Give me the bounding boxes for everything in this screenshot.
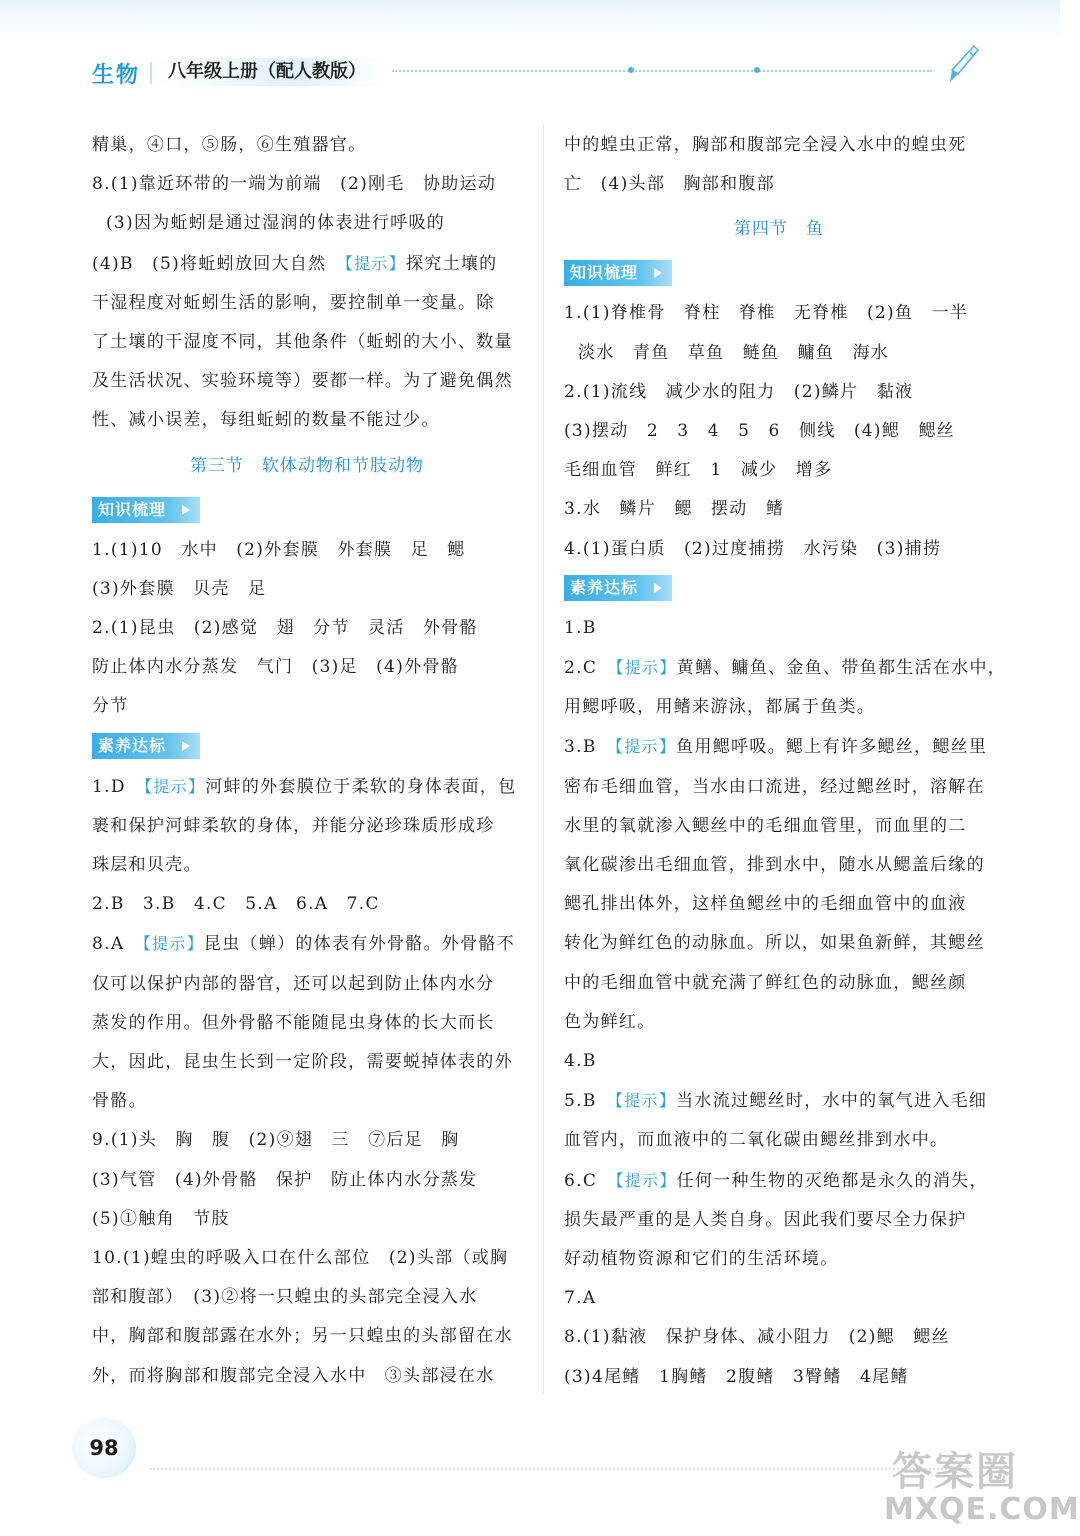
triangle-right-icon (182, 741, 190, 751)
column-divider (543, 124, 544, 1394)
answer-line: 1.(1)10 水中 (2)外套膜 外套膜 足 鳃 (92, 539, 466, 560)
practice-tag (92, 733, 200, 759)
answer-line: 及生活状况、实验环境等）要都一样。为了避免偶然 (92, 371, 513, 392)
answer-line: 损失最严重的是人类自身。因此我们要尽全力保护 (564, 1209, 967, 1230)
watermark-logo (884, 1440, 1080, 1532)
answer-line (92, 924, 522, 964)
answer-line: 了土壤的干湿度不同，其他条件（蚯蚓的大小、数量 (92, 332, 513, 353)
header-divider (150, 62, 152, 84)
hint-text: 昆虫（蝉）的体表有外骨骼。外骨骼不 (203, 934, 516, 955)
answer-line (564, 1161, 994, 1201)
tag-label: 素养达标 (98, 735, 167, 755)
answer-line: 7.A (564, 1288, 597, 1309)
hint-text: 河蚌的外套膜位于柔软的身体表面，包 (205, 776, 517, 797)
answer-line: 大，因此，昆虫生长到一定阶段，需要蜕掉体表的外 (92, 1052, 513, 1073)
answer-text: 8.A (92, 934, 143, 955)
answer-line (564, 648, 1007, 688)
answer-line: 8.(1)靠近环带的一端为前端 (2)刚毛 协助运动 (92, 174, 497, 195)
answer-line: (3)因为蚯蚓是通过湿润的体表进行呼吸的 (106, 213, 446, 234)
watermark-url: MXQE.COM (884, 1492, 1080, 1527)
practice-tag (564, 575, 672, 601)
answer-line: 外，而将胸部和腹部完全浸入水中 ③头部浸在水 (92, 1365, 495, 1386)
answer-text: (4)B (5)将蚯蚓放回大自然 (92, 253, 345, 274)
answer-line: (3)摆动 2 3 4 5 6 侧线 (4)鳃 鳃丝 (564, 421, 956, 442)
answer-text: 6.C (564, 1170, 616, 1191)
answer-line: 2.B 3.B 4.C 5.A 6.A 7.C (92, 894, 380, 915)
footer-dotted-line (150, 1468, 970, 1470)
subject-label: 生物 (92, 63, 141, 88)
answer-line: 密布毛细血管，当水由口流进，经过鳃丝时，溶解在 (564, 776, 985, 797)
answer-line: 3.水 鳞片 鳃 摆动 鳍 (564, 499, 785, 520)
grade-label: 八年级上册（配人教版） (156, 58, 384, 86)
answer-line: 蒸发的作用。但外骨骼不能随昆虫身体的长大而长 (92, 1012, 495, 1033)
knowledge-tag (564, 260, 672, 286)
answer-line: 防止体内水分蒸发 气门 (3)足 (4)外骨骼 (92, 657, 460, 678)
answer-line: 10.(1)蝗虫的呼吸入口在什么部位 (2)头部（或胸 (92, 1248, 509, 1269)
answer-line: 珠层和贝壳。 (92, 855, 202, 876)
answer-line: 淡水 青鱼 草鱼 鲢鱼 鳙鱼 海水 (578, 342, 890, 363)
answer-line: 好动植物资源和它们的生活环境。 (564, 1249, 839, 1270)
knowledge-tag (92, 497, 200, 523)
hint-label: 【提示】 (142, 934, 204, 954)
answer-text: 2.C (564, 658, 616, 679)
answer-line: 1.(1)脊椎骨 脊柱 脊椎 无脊椎 (2)鱼 一半 (564, 303, 969, 324)
answer-line: 中，胸部和腹部露在水外；另一只蝗虫的头部留在水 (92, 1326, 513, 1347)
answer-line: 性、减小误差，每组蚯蚓的数量不能过少。 (92, 410, 440, 431)
answer-line: 干湿程度对蚯蚓生活的影响，要控制单一变量。除 (92, 292, 495, 313)
answer-line: 4.(1)蛋白质 (2)过度捕捞 水污染 (3)捕捞 (564, 538, 942, 559)
page-number: 98 (72, 1418, 136, 1478)
tag-label: 知识梳理 (98, 499, 167, 519)
hint-label: 【提示】 (614, 737, 677, 757)
triangle-right-icon (654, 268, 662, 278)
hint-label: 【提示】 (344, 253, 406, 273)
page-header (92, 58, 992, 94)
answer-line: 氧化碳渗出毛细血管，排到水中，随水从鳃盖后缘的 (564, 855, 985, 876)
answer-line (564, 1081, 994, 1121)
answer-line: (5)①触角 节肢 (92, 1208, 230, 1229)
left-column (92, 126, 522, 1396)
hint-label: 【提示】 (615, 658, 677, 678)
answer-line: 裹和保护河蚌柔软的身体，并能分泌珍珠质形成珍 (92, 815, 495, 836)
answer-line: 毛细血管 鲜红 1 减少 增多 (564, 460, 833, 481)
header-dot (628, 67, 634, 73)
answer-line: 中的蝗虫正常，胸部和腹部完全浸入水中的蝗虫死 (564, 135, 967, 155)
answer-line: 2.(1)流线 减少水的阻力 (2)鳞片 黏液 (564, 381, 914, 402)
hint-label: 【提示】 (614, 1091, 677, 1111)
answer-line: 色为鲜红。 (564, 1011, 656, 1032)
hint-label: 【提示】 (144, 776, 206, 796)
hint-text: 鱼用鳃呼吸。鳃上有许多鳃丝，鳃丝里 (676, 737, 988, 758)
answer-line: (3)气管 (4)外骨骼 保护 防止体内水分蒸发 (92, 1169, 478, 1190)
hint-text: 探究土壤的 (405, 253, 498, 274)
answer-line: 亡 (4)头部 胸部和腹部 (564, 174, 775, 195)
answer-line: 骨骼。 (92, 1091, 147, 1112)
answer-text: 1.D (92, 776, 145, 797)
answer-text: 3.B (564, 737, 615, 758)
answer-line: 4.B (564, 1051, 597, 1072)
answer-line (92, 244, 522, 284)
answer-line: 用鳃呼吸，用鳍来游泳，都属于鱼类。 (564, 697, 876, 718)
answer-line (92, 767, 522, 807)
answer-line: 部和腹部） (3)②将一只蝗虫的头部完全浸入水 (92, 1287, 478, 1308)
answer-line: 8.(1)黏液 保护身体、减小阻力 (2)鳃 鳃丝 (564, 1327, 950, 1348)
answer-line: 仅可以保护内部的器官，还可以起到防止体内水分 (92, 973, 495, 994)
answer-line: 9.(1)头 胸 腹 (2)⑨翅 三 ⑦后足 胸 (92, 1130, 460, 1151)
answer-line: 鳃孔排出体外，这样鱼鳃丝中的毛细血管中的血液 (564, 894, 967, 915)
answer-line: 血管内，而血液中的二氧化碳由鳃丝排到水中。 (564, 1130, 949, 1151)
answer-line: 分节 (92, 696, 129, 717)
hint-text: 黄鳝、鳙鱼、金鱼、带鱼都生活在水中， (676, 658, 1007, 679)
watermark-text: 答案圈 (892, 1449, 1018, 1495)
page-number-badge (62, 1412, 152, 1492)
answer-line: 中的毛细血管中就充满了鲜红色的动脉血，鳃丝颜 (564, 972, 967, 993)
answer-line: (3)外套膜 贝壳 足 (92, 578, 267, 599)
answer-line: (3)4尾鳍 1胸鳍 2腹鳍 3臀鳍 4尾鳍 (564, 1366, 909, 1387)
section-title: 第三节 软体动物和节肢动物 (190, 455, 424, 476)
right-column (564, 126, 1007, 1397)
tag-label: 知识梳理 (570, 263, 639, 283)
pen-icon (946, 44, 980, 88)
tag-label: 素养达标 (570, 577, 639, 597)
triangle-right-icon (654, 583, 662, 593)
top-band (0, 0, 1060, 40)
answer-line: 水里的氧就渗入鳃丝中的毛细血管里，而血里的二 (564, 815, 967, 836)
answer-line (564, 727, 994, 767)
section-title: 第四节 鱼 (734, 219, 824, 240)
answer-line: 精巢，④口，⑤肠，⑥生殖器官。 (92, 135, 367, 155)
answer-line: 1.B (564, 617, 597, 638)
answer-line: 转化为鲜红色的动脉血。所以，如果鱼新鲜，其鳃丝 (564, 933, 985, 954)
answer-line: 2.(1)昆虫 (2)感觉 翅 分节 灵活 外骨骼 (92, 618, 478, 639)
header-dotted-line (392, 70, 932, 72)
answer-text: 5.B (564, 1091, 615, 1112)
hint-label: 【提示】 (615, 1170, 677, 1190)
header-dot (754, 67, 760, 73)
hint-text: 当水流过鳃丝时，水中的氧气进入毛细 (676, 1091, 988, 1112)
hint-text: 任何一种生物的灭绝都是永久的消失， (676, 1170, 988, 1191)
triangle-right-icon (182, 505, 190, 515)
